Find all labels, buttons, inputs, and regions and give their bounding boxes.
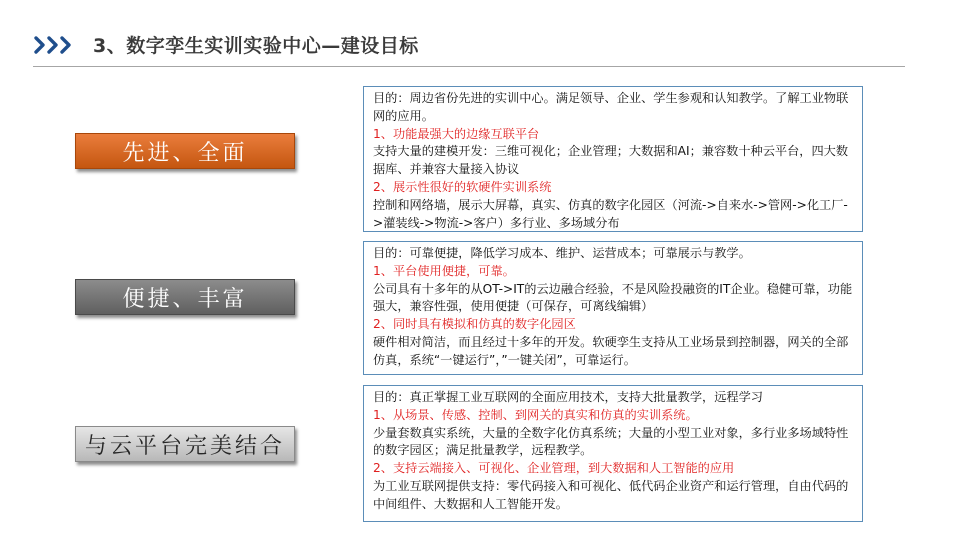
desc-line: 为工业互联网提供支持：零代码接入和可视化、低代码企业资产和运行管理，自由代码的中间组件、大数据和人工智能开发。	[373, 478, 849, 511]
desc-line: 少量套数真实系统，大量的全数字化仿真系统；大量的小型工业对象，多行业多场域特性的数字园区；满足批量教学，远程教学。	[373, 425, 849, 458]
desc-highlight-line: 2、同时具有模拟和仿真的数字化园区	[373, 317, 576, 332]
goal-label-advanced-comprehensive: 先进、全面	[75, 133, 295, 169]
page-title: 3、数字孪生实训实验中心—建设目标	[93, 35, 419, 57]
goal-label-convenient-rich: 便捷、丰富	[75, 279, 295, 315]
desc-highlight-line: 1、平台使用便捷，可靠。	[373, 263, 515, 278]
desc-line: 目的：周边省份先进的实训中心。满足领导、企业、学生参观和认知教学。了解工业物联网的应用。	[373, 91, 849, 123]
desc-line: 公司具有十多年的从OT->IT的云边融合经验，不是风险投融资的IT企业。稳健可靠，功能强大，兼容性强，使用便捷（可保存，可离线编辑）	[373, 281, 853, 314]
desc-line: 目的：真正掌握工业互联网的全面应用技术，支持大批量教学，远程学习	[373, 390, 763, 404]
desc-line: 支持大量的建模开发：三维可视化；企业管理；大数据和AI；兼容数十种云平台，四大数据库、并兼容大量接入协议	[373, 144, 849, 177]
goal-label-cloud-integration: 与云平台完美结合	[75, 426, 295, 462]
desc-line: 硬件相对简洁，而且经过十多年的开发。软硬孪生支持从工业场景到控制器，网关的全部仿真，系统“一键运行”，”一键关闭”，可靠运行。	[373, 334, 849, 367]
desc-highlight-line: 1、功能最强大的边缘互联平台	[373, 126, 540, 141]
desc-highlight-line: 2、支持云端接入、可视化、企业管理，到大数据和人工智能的应用	[373, 461, 735, 476]
goal-description-box	[363, 385, 863, 522]
goal-description-box	[363, 86, 863, 232]
goal-description-box	[363, 241, 863, 375]
desc-line: 目的：可靠便捷，降低学习成本、维护、运营成本；可靠展示与教学。	[373, 246, 751, 260]
desc-highlight-line: 1、从场景、传感、控制、到网关的真实和仿真的实训系统。	[373, 407, 698, 422]
desc-highlight-line: 2、展示性很好的软硬件实训系统	[373, 179, 552, 194]
desc-line: 控制和网络墙，展示大屏幕，真实、仿真的数字化园区（河流->自来水->管网->化工厂->灌装线->物流->客户）多行业、多场域分布	[373, 197, 848, 230]
title-divider	[33, 66, 905, 67]
triple-chevron-right-icon	[33, 30, 77, 60]
